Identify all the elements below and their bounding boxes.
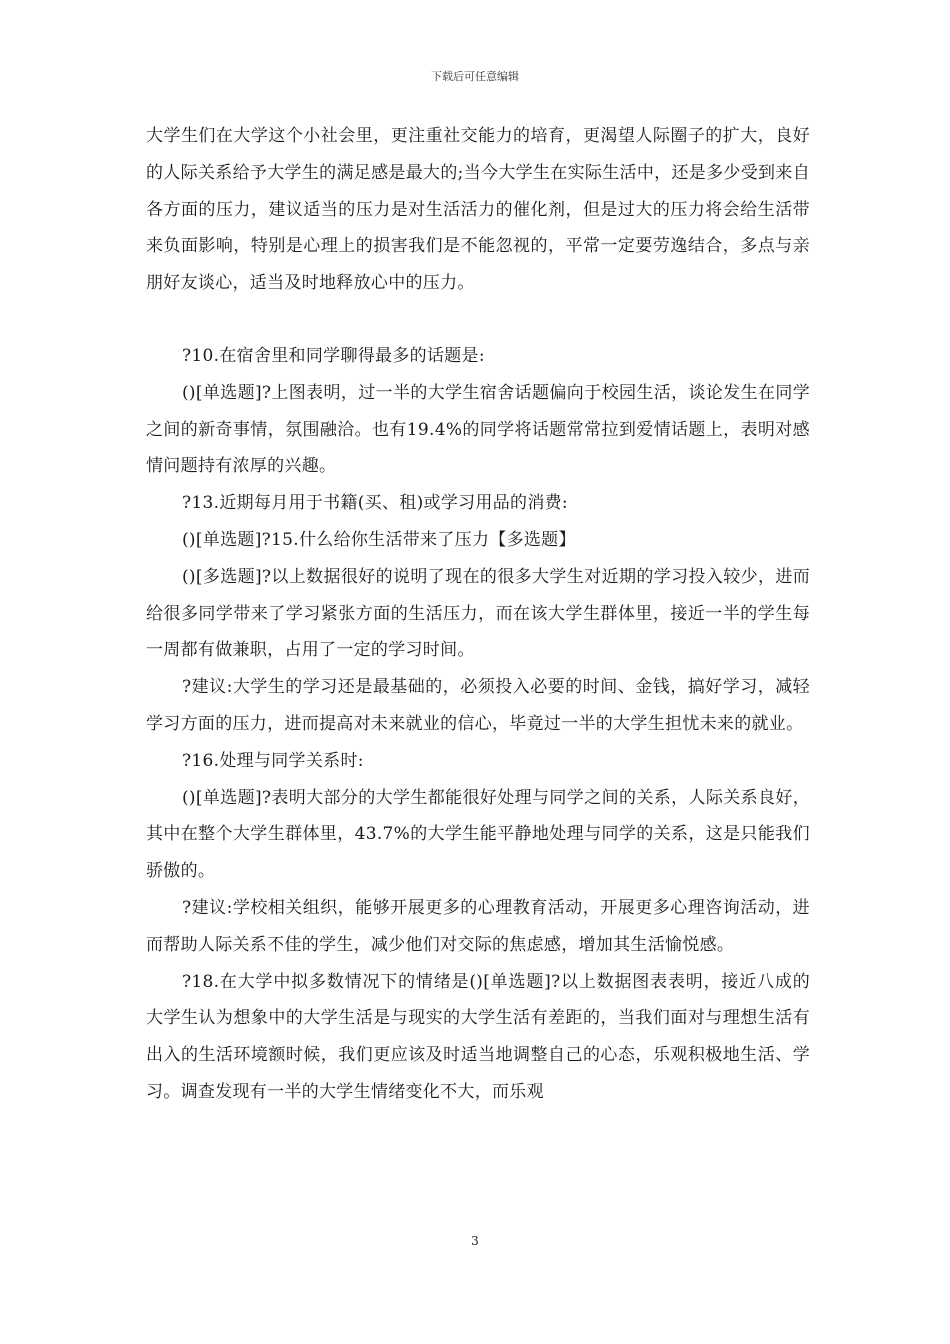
paragraph: ?18.在大学中拟多数情况下的情绪是()[单选题]?以上数据图表表明，接近八成的大学生认为想象中的大学生活是与现实的大学生活有差距的，当我们面对与理想生活有出入的生活环境额时候，我们更应该及时适当地调整自己的心态，乐观积极地生活、学习。调查发现有一半的大学生情绪变化不大，而乐观	[146, 971, 810, 1102]
document-body	[146, 118, 810, 1111]
paragraph: ()[单选题]?15.什么给你生活带来了压力【多选题】	[182, 529, 576, 550]
paragraph: ()[单选题]?表明大部分的大学生都能很好处理与同学之间的关系，人际关系良好，其中在整个大学生群体里，43.7%的大学生能平静地处理与同学的关系，这是只能我们骄傲的。	[146, 787, 810, 882]
paragraph: 大学生们在大学这个小社会里，更注重社交能力的培育，更渴望人际圈子的扩大，良好的人际关系给予大学生的满足感是最大的;当今大学生在实际生活中，还是多少受到来自各方面的压力，建议适当的压力是对生活活力的催化剂，但是过大的压力将会给生活带来负面影响，特别是心理上的损害我们是不能忽视的，平常一定要劳逸结合，多点与亲朋好友谈心，适当及时地释放心中的压力。	[146, 126, 810, 294]
question-heading: ?16.处理与同学关系时:	[182, 750, 364, 771]
question-heading: ?13.近期每月用于书籍(买、租)或学习用品的消费:	[182, 493, 568, 514]
suggestion-paragraph: ?建议:大学生的学习还是最基础的，必须投入必要的时间、金钱，搞好学习，减轻学习方面的压力，进而提高对未来就业的信心，毕竟过一半的大学生担忧未来的就业。	[146, 677, 810, 734]
suggestion-paragraph: ?建议:学校相关组织，能够开展更多的心理教育活动，开展更多心理咨询活动，进而帮助人际关系不佳的学生，减少他们对交际的焦虑感，增加其生活愉悦感。	[146, 897, 810, 955]
page-number: 3	[471, 1234, 479, 1248]
paragraph: ()[单选题]?上图表明，过一半的大学生宿舍话题偏向于校园生活，谈论发生在同学之间的新奇事情，氛围融洽。也有19.4%的同学将话题常常拉到爱情话题上，表明对感情问题持有浓厚的兴趣。	[146, 382, 810, 477]
question-heading: ?10.在宿舍里和同学聊得最多的话题是:	[182, 345, 485, 366]
paragraph: ()[多选题]?以上数据很好的说明了现在的很多大学生对近期的学习投入较少，进而给很多同学带来了学习紧张方面的生活压力，而在该大学生群体里，接近一半的学生每一周都有做兼职，占用了一定的学习时间。	[146, 566, 810, 661]
page-header: 下载后可任意编辑	[431, 70, 519, 83]
